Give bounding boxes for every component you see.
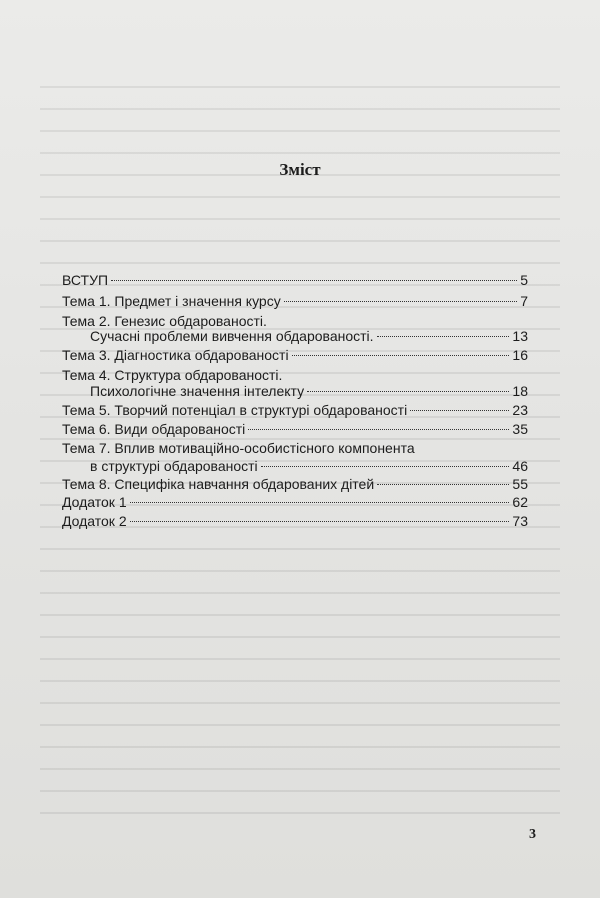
toc-entry-label: Тема 2. Генезис обдарованості.	[62, 313, 267, 329]
page-number: 3	[529, 827, 536, 842]
leader-dots	[284, 301, 517, 302]
leader-dots	[377, 484, 509, 485]
leader-dots	[130, 521, 510, 522]
toc-entry	[62, 345, 528, 365]
toc-entry-page: 16	[512, 347, 528, 363]
leader-dots	[410, 410, 509, 411]
toc-entry-label: Тема 4. Структура обдарованості.	[62, 367, 283, 383]
toc-entry-page: 18	[512, 383, 528, 399]
toc-entry	[62, 492, 528, 512]
toc-entry-label: Тема 1. Предмет і значення курсу	[62, 293, 281, 309]
toc-entry	[62, 511, 528, 531]
toc-entry-page: 13	[512, 328, 528, 344]
toc-entry-label: в структурі обдарованості	[90, 458, 258, 474]
toc-entry-label: Тема 5. Творчий потенціал в структурі обдарованості	[62, 402, 408, 418]
leader-dots	[248, 429, 509, 430]
toc-entry	[62, 291, 528, 311]
toc-entry-label: Тема 3. Діагностика обдарованості	[62, 347, 289, 363]
toc-entry	[62, 456, 528, 476]
toc-entry-label: Психологічне значення інтелекту	[90, 383, 305, 399]
toc-entry	[62, 419, 528, 439]
toc-entry	[62, 326, 528, 346]
toc-entry	[62, 438, 528, 458]
toc-entry-label: Тема 8. Специфіка навчання обдарованих дітей	[62, 476, 375, 492]
toc-entry-page: 35	[512, 421, 528, 437]
toc-entry-label: Додаток 1	[62, 494, 127, 510]
toc-entry-page: 62	[512, 494, 528, 510]
toc-entry-label: Додаток 2	[62, 513, 127, 529]
leader-dots	[111, 280, 517, 281]
toc-title: Зміст	[279, 160, 321, 179]
leader-dots	[292, 355, 510, 356]
toc-entry-page: 73	[512, 513, 528, 529]
toc-entry-label: ВСТУП	[62, 272, 109, 288]
leader-dots	[377, 336, 510, 337]
toc-entry	[62, 270, 528, 290]
leader-dots	[130, 502, 510, 503]
leader-dots	[261, 466, 510, 467]
toc-entry-label: Сучасні проблеми вивчення обдарованості.	[90, 328, 374, 344]
toc-entry-page: 5	[520, 272, 528, 288]
toc-entry	[62, 381, 528, 401]
toc-entry-page: 46	[512, 458, 528, 474]
toc-entry-page: 7	[520, 293, 528, 309]
toc-entry-label: Тема 6. Види обдарованості	[62, 421, 246, 437]
toc-entry-page: 23	[512, 402, 528, 418]
toc-entry-label: Тема 7. Вплив мотиваційно-особистісного компонента	[62, 440, 415, 456]
toc-entry	[62, 474, 528, 494]
toc-entry	[62, 400, 528, 420]
leader-dots	[307, 391, 509, 392]
toc-entry-page: 55	[512, 476, 528, 492]
